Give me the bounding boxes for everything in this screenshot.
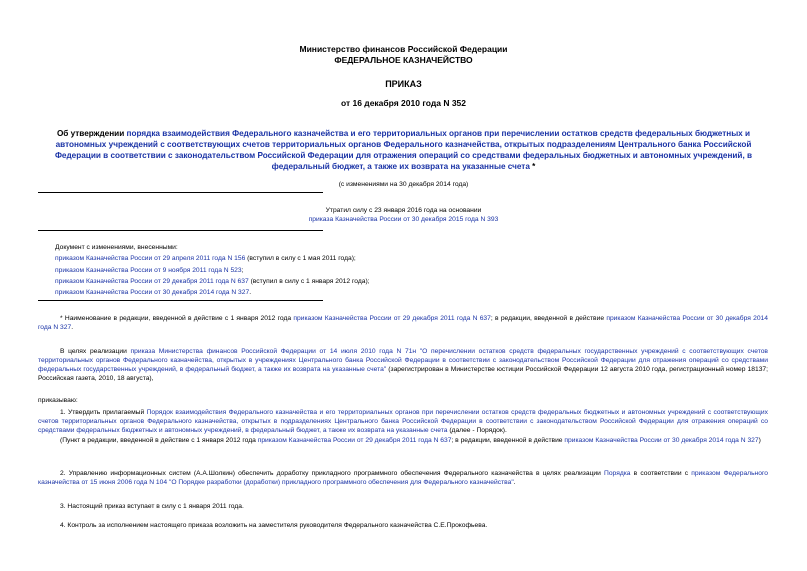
item-1-note: (Пункт в редакции, введенной в действие с 1 января 2012 года приказом Казначейства России от 29 декабря 2011 года N 637; в редакции, введенной в действие приказом Казначейства России от 30 декабря 2014 года N 327) [60, 437, 761, 444]
amendment-item: приказом Казначейства России от 30 декабря 2014 года N 327. [55, 289, 252, 297]
divider [38, 230, 323, 231]
divider [38, 300, 323, 301]
item-1-note-link[interactable]: приказом Казначейства России от 29 декабря 2011 года N 637 [257, 437, 452, 444]
item-1: 1. Утвердить прилагаемый Порядок взаимодействия Федерального казначейства и его территориальных органов при перечислении остатков средств федеральных бюджетных и автономных учреждений с соответствующих счетов территориальных органов Федерального казначейства, открытых в подразделениях Центрального банка Российской Федерации в соответствии с законодательством Российской Федерации для отражения операций со средствами федеральных бюджетных и автономных учреждений, в федеральный бюджет, а также их возврата на указанные счета (далее - Порядок). [38, 409, 768, 434]
footnote-link[interactable]: приказом Казначейства России от 29 декабря 2011 года N 637 [293, 315, 491, 322]
amendments-block [55, 242, 555, 298]
amendment-item: приказом Казначейства России от 29 апреля 2011 года N 156 (вступил в силу с 1 мая 2011 года); [55, 255, 356, 263]
amendments-heading: Документ с изменениями, внесенными: [55, 244, 178, 251]
order-word: приказываю: [38, 397, 78, 404]
amendment-link[interactable]: приказом Казначейства России от 29 апреля 2011 года N 156 [55, 255, 246, 263]
item-3: 3. Настоящий приказ вступает в силу с 1 января 2011 года. [60, 503, 244, 510]
divider [38, 192, 323, 193]
title-link[interactable]: порядка взаимодействия Федерального казначейства и его территориальных органов при перечислении остатков средств федеральных бюджетных и автономных учреждений с соответствующих счетов территориальных органов Федерального казначейства, открытых подразделениям Центрального банка Российской Федерации в соответствии с законодательством Российской Федерации для отражения операций со средствами федеральных бюджетных и автономных учреждений, в федеральный бюджет, а также их возврата на указанные счета [54, 129, 753, 171]
expired-block [0, 206, 807, 224]
amendment-item: приказом Казначейства России от 9 ноября 2011 года N 523; [55, 266, 244, 274]
item-4: 4. Контроль за исполнением настоящего приказа возложить на заместителя руководителя Федерального казначейства С.Е.Прокофьева. [60, 522, 488, 529]
changes-note: (с изменениями на 30 декабря 2014 года) [338, 181, 469, 188]
amendment-item: приказом Казначейства России от 29 декабря 2011 года N 637 (вступил в силу с 1 января 2012 года); [55, 277, 370, 285]
procedure-link[interactable]: Порядка [604, 470, 631, 477]
amendment-link[interactable]: приказом Казначейства России от 9 ноября 2011 года N 523 [55, 266, 242, 274]
title-suffix: * [529, 162, 536, 171]
doc-date: от 16 декабря 2010 года N 352 [340, 98, 467, 108]
intro-paragraph: В целях реализации приказа Министерства финансов Российской Федерации от 14 июля 2010 года N 71н "О перечислении остатков средств федеральных государственных учреждений с соответствующих счетов территориальных органов Федерального казначейства, открытых в учреждениях Центрального банка Российской Федерации в соответствии с законодательством Российской Федерации для отражения операций со средствами федеральных государственных учреждений, в федеральный бюджет, а также их возврата на указанные счета" (зарегистрирован в Министерстве юстиции Российской Федерации 12 августа 2010 года, регистрационный номер 18137; Российская газета, 2010, 18 августа), [38, 348, 768, 382]
item-1-note-link[interactable]: приказом Казначейства России от 30 декабря 2014 года N 327 [564, 437, 759, 444]
procedure-link[interactable]: Порядок взаимодействия Федерального казначейства и его территориальных органов при перечислении остатков средств федеральных бюджетных и автономных учреждений с соответствующих счетов территориальных органов Федерального казначейства, открытых в подразделениях Центрального банка Российской Федерации в соответствии с законодательством Российской Федерации для отражения операций со средствами федеральных бюджетных и автономных учреждений, в федеральный бюджет, а также их возврата на указанные счета [38, 409, 768, 434]
document-header [0, 44, 807, 66]
footnote-link[interactable]: приказом Казначейства России от 30 декабря 2014 года N 327 [38, 315, 768, 331]
expired-link[interactable]: приказа Казначейства России от 30 декабря 2015 года N 393 [308, 216, 499, 223]
document-title [40, 128, 767, 172]
footnote: * Наименование в редакции, введенной в действие с 1 января 2012 года приказом Казначейства России от 29 декабря 2011 года N 637; в редакции, введенной в действие приказом Казначейства России от 30 декабря 2014 года N 327. [38, 315, 768, 331]
item-2: 2. Управлению информационных систем (А.А.Шолкин) обеспечить доработку прикладного программного обеспечения Федерального казначейства в целях реализации Порядка в соответствии с приказом Федерального казначейства от 15 июня 2006 года N 104 "О Порядке разработки (доработки) прикладного программного обеспечения для Федерального казначейства". [38, 470, 768, 486]
intro-link[interactable]: приказа Министерства финансов Российской Федерации от 14 июля 2010 года N 71н "О перечислении остатков средств федеральных государственных учреждений с соответствующих счетов территориальных органов Федерального казначейства, открытых в учреждениях Центрального банка Российской Федерации в соответствии с законодательством Российской Федерации для отражения операций со средствами федеральных государственных учреждений, в федеральный бюджет, а также их возврата на указанные счета" [38, 348, 768, 373]
order-104-link[interactable]: приказом Федерального казначейства от 15 июня 2006 года N 104 "О Порядке разработки (доработки) прикладного программного обеспечения для Федерального казначейства" [38, 470, 768, 486]
doc-type: ПРИКАЗ [385, 79, 422, 89]
expired-text: Утратил силу с 23 января 2016 года на основании [325, 207, 482, 214]
ministry-name: Министерство финансов Российской Федерации [299, 44, 508, 54]
agency-name: ФЕДЕРАЛЬНОЕ КАЗНАЧЕЙСТВО [334, 55, 473, 65]
amendment-link[interactable]: приказом Казначейства России от 30 декабря 2014 года N 327 [55, 289, 250, 297]
amendment-link[interactable]: приказом Казначейства России от 29 декабря 2011 года N 637 [55, 277, 249, 285]
title-prefix: Об утверждении [56, 129, 127, 138]
